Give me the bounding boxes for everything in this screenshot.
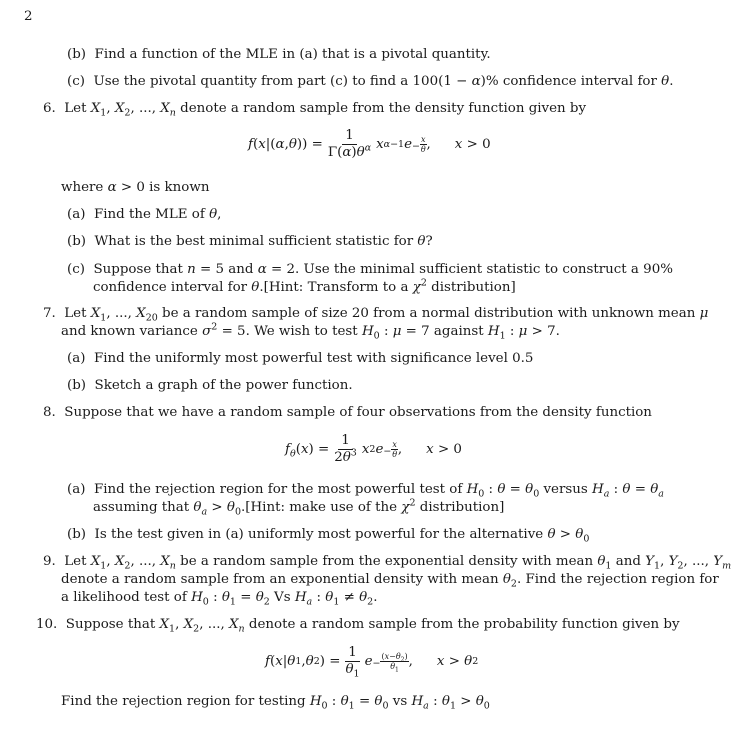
equation-6: f ( x |( α , θ )) = $\frac{1}{\Gamma(\alpha)\theta^\alpha}$ x α−1 e − $\frac{x}{\theta}$ , x > 0 — [248, 128, 491, 160]
item-10: 10. Suppose that $X_1$, $X_2$, ..., $X_n$ denote a random sample from the probability function given by — [36, 617, 680, 635]
item-6b: (b) What is the best minimal sufficient statistic for θ? — [67, 234, 433, 249]
item-6c-cont: confidence interval for θ.[Hint: Transform to a $\chi^2$ distribution] — [93, 277, 516, 295]
item-9-cont2: a likelihood test of $H_0$ : $\theta_1 = \theta_2$ Vs $H_a$ : $\theta_1 \ne \theta_2$. — [61, 590, 378, 608]
equation-8: $f_\theta$ ( x ) = $\frac{1}{2\theta^3}$ x 2 e − $\frac{x}{\theta}$ , x > 0 — [285, 433, 462, 465]
item-7-cont: and known variance $\sigma^2 = 5$. We wish to test $H_0$ : μ = 7 against $H_1$ : μ > 7. — [61, 321, 560, 342]
item-7a: (a) Find the uniformly most powerful test with significance level 0.5 — [67, 351, 534, 366]
item-10-find: Find the rejection region for testing $H_0$ : $\theta_1 = \theta_0$ vs $H_a$ : $\theta_1 > \theta_0$ — [61, 694, 490, 712]
item-6-where: where α > 0 is known — [61, 180, 210, 195]
item-6c: (c) Suppose that n = 5 and α = 2. Use the minimal sufficient statistic to construct a 90% — [67, 262, 673, 277]
equation-10: f ( x | θ 1 , θ 2 ) = $\frac{1}{\theta_1}$ e − $\frac{(x-\theta_2)}{\theta_1}$ , x > θ 2 — [265, 645, 479, 680]
item-5c: (c) Use the pivotal quantity from part (c) to find a 100(1 − α)% confidence interval for θ. — [67, 74, 674, 89]
item-6: 6. Let $X_1$, $X_2$, ..., $X_n$ denote a random sample from the density function given by — [43, 101, 587, 119]
item-6a: (a) Find the MLE of θ, — [67, 207, 222, 222]
page-number: 2 — [24, 9, 33, 24]
item-8: 8. Suppose that we have a random sample of four observations from the density function — [43, 405, 652, 420]
item-8b: (b) Is the test given in (a) uniformly most powerful for the alternative $\theta > \theta_0$ — [67, 527, 590, 545]
item-9: 9. Let $X_1$, $X_2$, ..., $X_n$ be a random sample from the exponential density with mean $\theta_1$ and $Y_1$, $Y_2$, ..., $Y_m$ — [43, 554, 731, 572]
item-7b: (b) Sketch a graph of the power function. — [67, 378, 353, 393]
item-9-cont1: denote a random sample from an exponential density with mean $\theta_2$. Find the rejection region for — [61, 572, 719, 590]
item-7: 7. Let $X_1$, ..., $X_{20}$ be a random sample of size 20 from a normal distribution with unknown mean μ — [43, 306, 709, 324]
item-8a-cont: assuming that $\theta_a$ > $\theta_0.[Hint$: make use of the $\chi^2$ distribution] — [93, 497, 505, 518]
item-8a: (a) Find the rejection region for the most powerful test of $H_0$ : $\theta = \theta_0$ versus $H_a$ : $\theta = \theta_a$ — [67, 482, 664, 500]
item-5b: (b) Find a function of the MLE in (a) that is a pivotal quantity. — [67, 47, 491, 62]
